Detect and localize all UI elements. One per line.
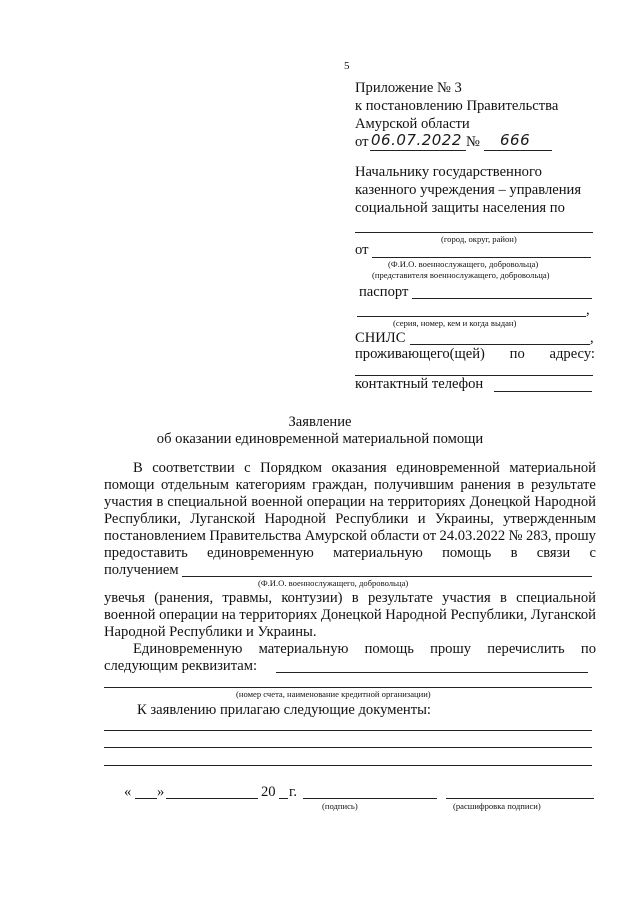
requisites-label: следующим реквизитам: — [104, 658, 258, 674]
body-word: на — [369, 494, 384, 510]
city-field[interactable] — [355, 232, 593, 233]
body-word: военной — [251, 494, 303, 510]
received-fio-field[interactable] — [182, 576, 592, 577]
body-word: утвержденным — [503, 511, 596, 527]
body-word: операции — [306, 494, 366, 510]
body-word: Народной — [264, 511, 326, 527]
account-hint: (номер счета, наименование кредитной организации) — [236, 689, 431, 699]
body-word: территориях — [239, 607, 318, 623]
body-word: территориях — [387, 494, 466, 510]
appendix-from-label: от — [355, 134, 369, 150]
passport-hint: (серия, номер, кем и когда выдан) — [393, 318, 517, 328]
body-word: связи — [536, 545, 571, 561]
body-word: Луганской — [190, 511, 256, 527]
passport-field-1[interactable] — [412, 298, 592, 299]
body-word: категориям — [235, 477, 306, 493]
body-line — [104, 477, 596, 494]
body-word: материальной — [509, 460, 596, 476]
attachment-field-1[interactable] — [104, 730, 592, 731]
body-word: военной — [104, 607, 156, 623]
body-word: на — [221, 607, 236, 623]
applicant-fio-field[interactable] — [372, 257, 591, 258]
signature-decode-hint: (расшифровка подписи) — [453, 801, 541, 811]
passport-label: паспорт — [359, 284, 409, 300]
body-line — [133, 641, 596, 658]
body-word: (ранения, — [154, 590, 214, 606]
date-year-suffix: г. — [289, 784, 297, 800]
body-word: Единовременную — [133, 641, 243, 657]
body-word: прошу — [430, 641, 472, 657]
document-title: Заявление — [288, 414, 352, 430]
phone-label: контактный телефон — [355, 376, 484, 392]
body-word: прошу — [554, 528, 596, 544]
date-year-field[interactable] — [279, 798, 288, 799]
appendix-line1: Приложение № 3 — [355, 80, 462, 96]
body-line — [104, 590, 596, 607]
body-word: помощи — [104, 477, 155, 493]
body-word: результате — [367, 590, 433, 606]
phone-field[interactable] — [494, 391, 592, 392]
body-word: № — [508, 528, 523, 544]
addressee-line2: казенного учреждения – управления — [355, 182, 582, 198]
body-word: ранения — [460, 477, 511, 493]
appendix-number-handwritten: 666 — [500, 131, 531, 149]
city-hint: (город, округ, район) — [441, 234, 517, 244]
fio-hint: (Ф.И.О. военнослужащего, добровольца) — [388, 259, 539, 269]
date-quote-close: » — [157, 784, 165, 800]
body-word: от — [422, 528, 437, 544]
body-word: Народной — [385, 607, 447, 623]
body-word: постановлением — [104, 528, 206, 544]
residing-line — [355, 346, 595, 363]
body-word: специальной — [167, 494, 248, 510]
snils-comma: , — [590, 330, 594, 346]
passport-field-2[interactable] — [357, 316, 586, 317]
body-word: Украины, — [434, 511, 494, 527]
signature-decode-field[interactable] — [446, 798, 594, 799]
body-word: Порядком — [260, 460, 322, 476]
snils-label: СНИЛС — [355, 330, 406, 346]
date-quote-open: « — [124, 784, 132, 800]
body-word: Луганской — [530, 607, 596, 623]
body-word: Амурской — [304, 528, 367, 544]
appendix-number-underline — [484, 150, 552, 151]
date-month-field[interactable] — [166, 798, 258, 799]
body-word: оказания — [331, 460, 387, 476]
body-word: в — [156, 494, 164, 510]
body-word: материальную — [258, 641, 349, 657]
body-word: материальную — [333, 545, 423, 561]
body-word: получившим — [373, 477, 454, 493]
body-line — [104, 494, 596, 511]
body-word: результате — [530, 477, 596, 493]
body-word: и — [417, 511, 426, 527]
residing-word: адресу: — [549, 346, 595, 362]
body-word: области — [370, 528, 420, 544]
body-line — [104, 511, 596, 528]
body-word: предоставить — [104, 545, 188, 561]
body-word: по — [580, 641, 596, 657]
body-word: увечья — [104, 590, 145, 606]
body-word: специальной — [516, 590, 596, 606]
body-word: граждан, — [312, 477, 368, 493]
representative-hint: (представителя военнослужащего, добровольца) — [372, 270, 550, 280]
body-word: Народной — [534, 494, 596, 510]
body-word: травмы, — [222, 590, 273, 606]
signature-hint: (подпись) — [322, 801, 358, 811]
addressee-line3: социальной защиты населения по — [355, 200, 565, 216]
body-word: В — [133, 460, 143, 476]
body-line — [133, 460, 596, 477]
date-year-prefix: 20 — [261, 784, 276, 800]
body-word: с — [589, 545, 596, 561]
body-word: помощь — [442, 545, 492, 561]
received-hint: (Ф.И.О. военнослужащего, добровольца) — [258, 578, 409, 588]
body-word: помощь — [364, 641, 414, 657]
appendix-number-label: № — [466, 134, 480, 150]
body-line — [104, 607, 596, 624]
appendix-date-handwritten: 06.07.2022 — [371, 131, 462, 149]
body-word: операции — [159, 607, 218, 623]
body-word: отдельным — [161, 477, 230, 493]
body-word: Донецкой — [320, 607, 382, 623]
snils-field[interactable] — [410, 344, 590, 345]
body-word: в — [499, 590, 507, 606]
body-word: 283, — [526, 528, 552, 544]
body-word: единовременную — [206, 545, 314, 561]
body-line — [104, 528, 596, 545]
document-subtitle: об оказании единовременной материальной помощи — [156, 431, 484, 447]
body-word: участия — [442, 590, 491, 606]
body-word: соответствии — [152, 460, 235, 476]
body-line — [104, 545, 596, 562]
appendix-line2: к постановлению Правительства — [355, 98, 559, 114]
body-word: с — [244, 460, 251, 476]
body-line-last: Народной Республики и Украины. — [104, 624, 317, 640]
body-word: Правительства — [209, 528, 302, 544]
requisites-field-2[interactable] — [104, 687, 592, 688]
attachments-label: К заявлению прилагаю следующие документы: — [137, 702, 431, 718]
body-word: в — [510, 545, 518, 561]
received-label: получением — [104, 562, 179, 578]
body-word: Республики, — [104, 511, 181, 527]
body-word: контузии) — [281, 590, 343, 606]
body-word: в — [351, 590, 359, 606]
body-word: перечислить — [487, 641, 565, 657]
signature-field[interactable] — [303, 798, 437, 799]
body-word: Донецкой — [469, 494, 531, 510]
attachment-field-3[interactable] — [104, 765, 592, 766]
date-day-field[interactable] — [135, 798, 157, 799]
addressee-line1: Начальнику государственного — [355, 164, 542, 180]
page-number: 5 — [344, 60, 350, 72]
attachment-field-2[interactable] — [104, 747, 592, 748]
body-word: Республики — [335, 511, 409, 527]
appendix-line3: Амурской области — [355, 116, 470, 132]
requisites-field-1[interactable] — [276, 672, 588, 673]
body-word: Республики, — [450, 607, 528, 623]
body-word: участия — [104, 494, 153, 510]
appendix-date-underline — [370, 150, 466, 151]
residing-word: по — [509, 346, 525, 362]
body-word: 24.03.2022 — [439, 528, 506, 544]
residing-word: проживающего(щей) — [355, 346, 485, 362]
body-word: единовременной — [396, 460, 500, 476]
passport-comma: , — [586, 302, 590, 318]
addressee-from-label: от — [355, 242, 369, 258]
body-word: в — [517, 477, 525, 493]
